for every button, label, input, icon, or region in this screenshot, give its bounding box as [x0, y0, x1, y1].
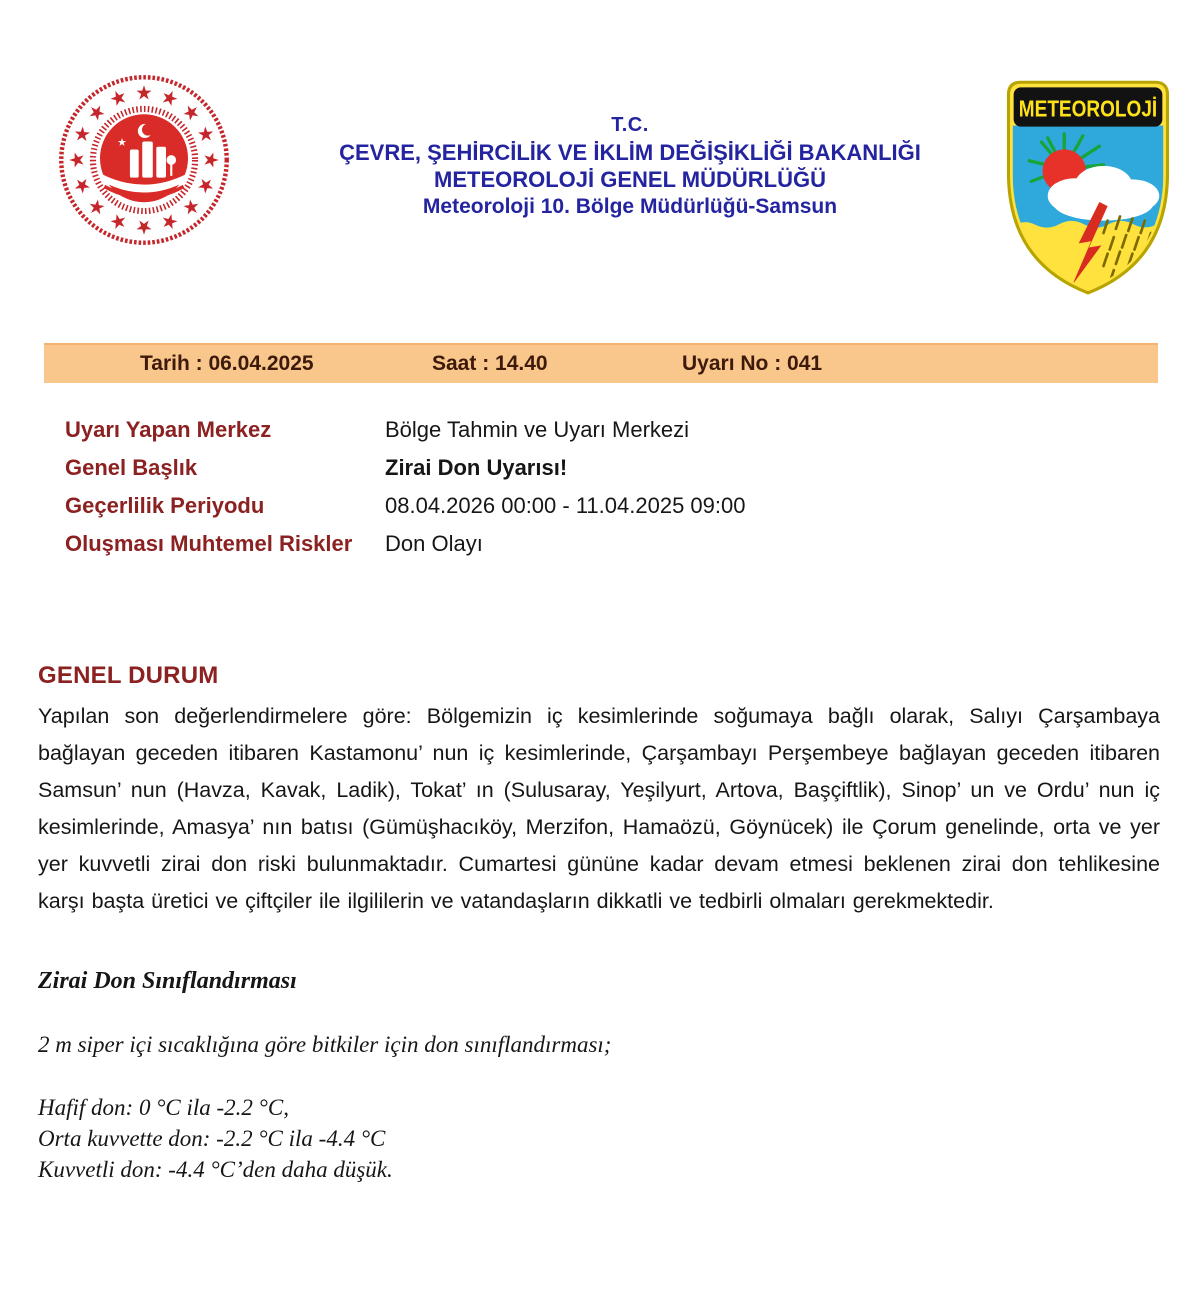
classification-item-strong: Kuvvetli don: -4.4 °C’den daha düşük.: [38, 1157, 393, 1182]
field-label: Genel Başlık: [65, 455, 198, 480]
general-status-heading: GENEL DURUM: [38, 662, 219, 689]
warning-fields: [65, 418, 1125, 570]
date-label: Tarih : 06.04.2025: [140, 352, 314, 375]
classification-items: [38, 1092, 393, 1185]
tc-ministry-emblem-icon: [56, 72, 232, 248]
general-status-paragraph: Yapılan son değerlendirmelere göre: Bölgemizin iç kesimlerinde soğumaya bağlı olarak, Salıyı Çarşambaya bağlayan geceden itibaren Kastamonu’ nun iç kesimlerinde, Çarşambayı Perşembeye bağlayan geceden itibaren Samsun’ nun (Havza, Kavak, Ladik), Tokat’ ın (Sulusaray, Yeşilyurt, Artova, Başçiftlik), Sinop’ un ve Ordu’ nun iç kesimlerinde, Amasya’ nın batısı (Gümüşhacıköy, Merzifon, Hamaözü, Göynücek) ile Çorum genelinde, orta ve yer yer kuvvetli zirai don riski bulunmaktadır. Cumartesi gününe kadar devam etmesi beklenen zirai don tehlikesine karşı başta üretici ve çiftçiler ile ilgililerin ve vatandaşların dikkatli ve tedbirli olmaları gerekmektedir.: [38, 704, 1160, 913]
field-row-validity: [65, 494, 1125, 518]
document-header: [250, 112, 1010, 220]
header-line-region: Meteoroloji 10. Bölge Müdürlüğü-Samsun: [422, 195, 838, 218]
classification-item-light: Hafif don: 0 °C ila -2.2 °C,: [38, 1095, 289, 1120]
field-row-title: [65, 456, 1125, 480]
header-line-ministry: ÇEVRE, ŞEHİRCİLİK VE İKLİM DEĞİŞİKLİĞİ BAKANLIĞI: [339, 140, 921, 165]
header-line-directorate: METEOROLOJİ GENEL MÜDÜRLÜĞÜ: [434, 167, 826, 192]
time-label: Saat : 14.40: [432, 352, 548, 375]
info-bar: [44, 343, 1158, 383]
classification-title: Zirai Don Sınıflandırması: [38, 968, 297, 994]
classification-item-medium: Orta kuvvette don: -2.2 °C ila -4.4 °C: [38, 1126, 386, 1151]
header-line-tc: T.C.: [611, 114, 649, 136]
field-row-center: [65, 418, 1125, 442]
meteoroloji-shield-logo: [1000, 74, 1176, 296]
classification-subtitle: 2 m siper içi sıcaklığına göre bitkiler için don sınıflandırması;: [38, 1032, 612, 1057]
warning-number-label: Uyarı No : 041: [682, 352, 823, 375]
field-label: Oluşması Muhtemel Riskler: [65, 531, 353, 556]
field-value: 08.04.2026 00:00 - 11.04.2025 09:00: [385, 493, 746, 518]
field-row-risks: [65, 532, 1125, 556]
field-label: Uyarı Yapan Merkez: [65, 417, 272, 442]
field-value: Bölge Tahmin ve Uyarı Merkezi: [385, 417, 690, 442]
meteoroloji-logo-text: METEOROLOJİ: [1018, 95, 1158, 122]
field-value: Don Olayı: [385, 531, 483, 556]
field-value: Zirai Don Uyarısı!: [385, 455, 568, 480]
field-label: Geçerlilik Periyodu: [65, 493, 265, 518]
